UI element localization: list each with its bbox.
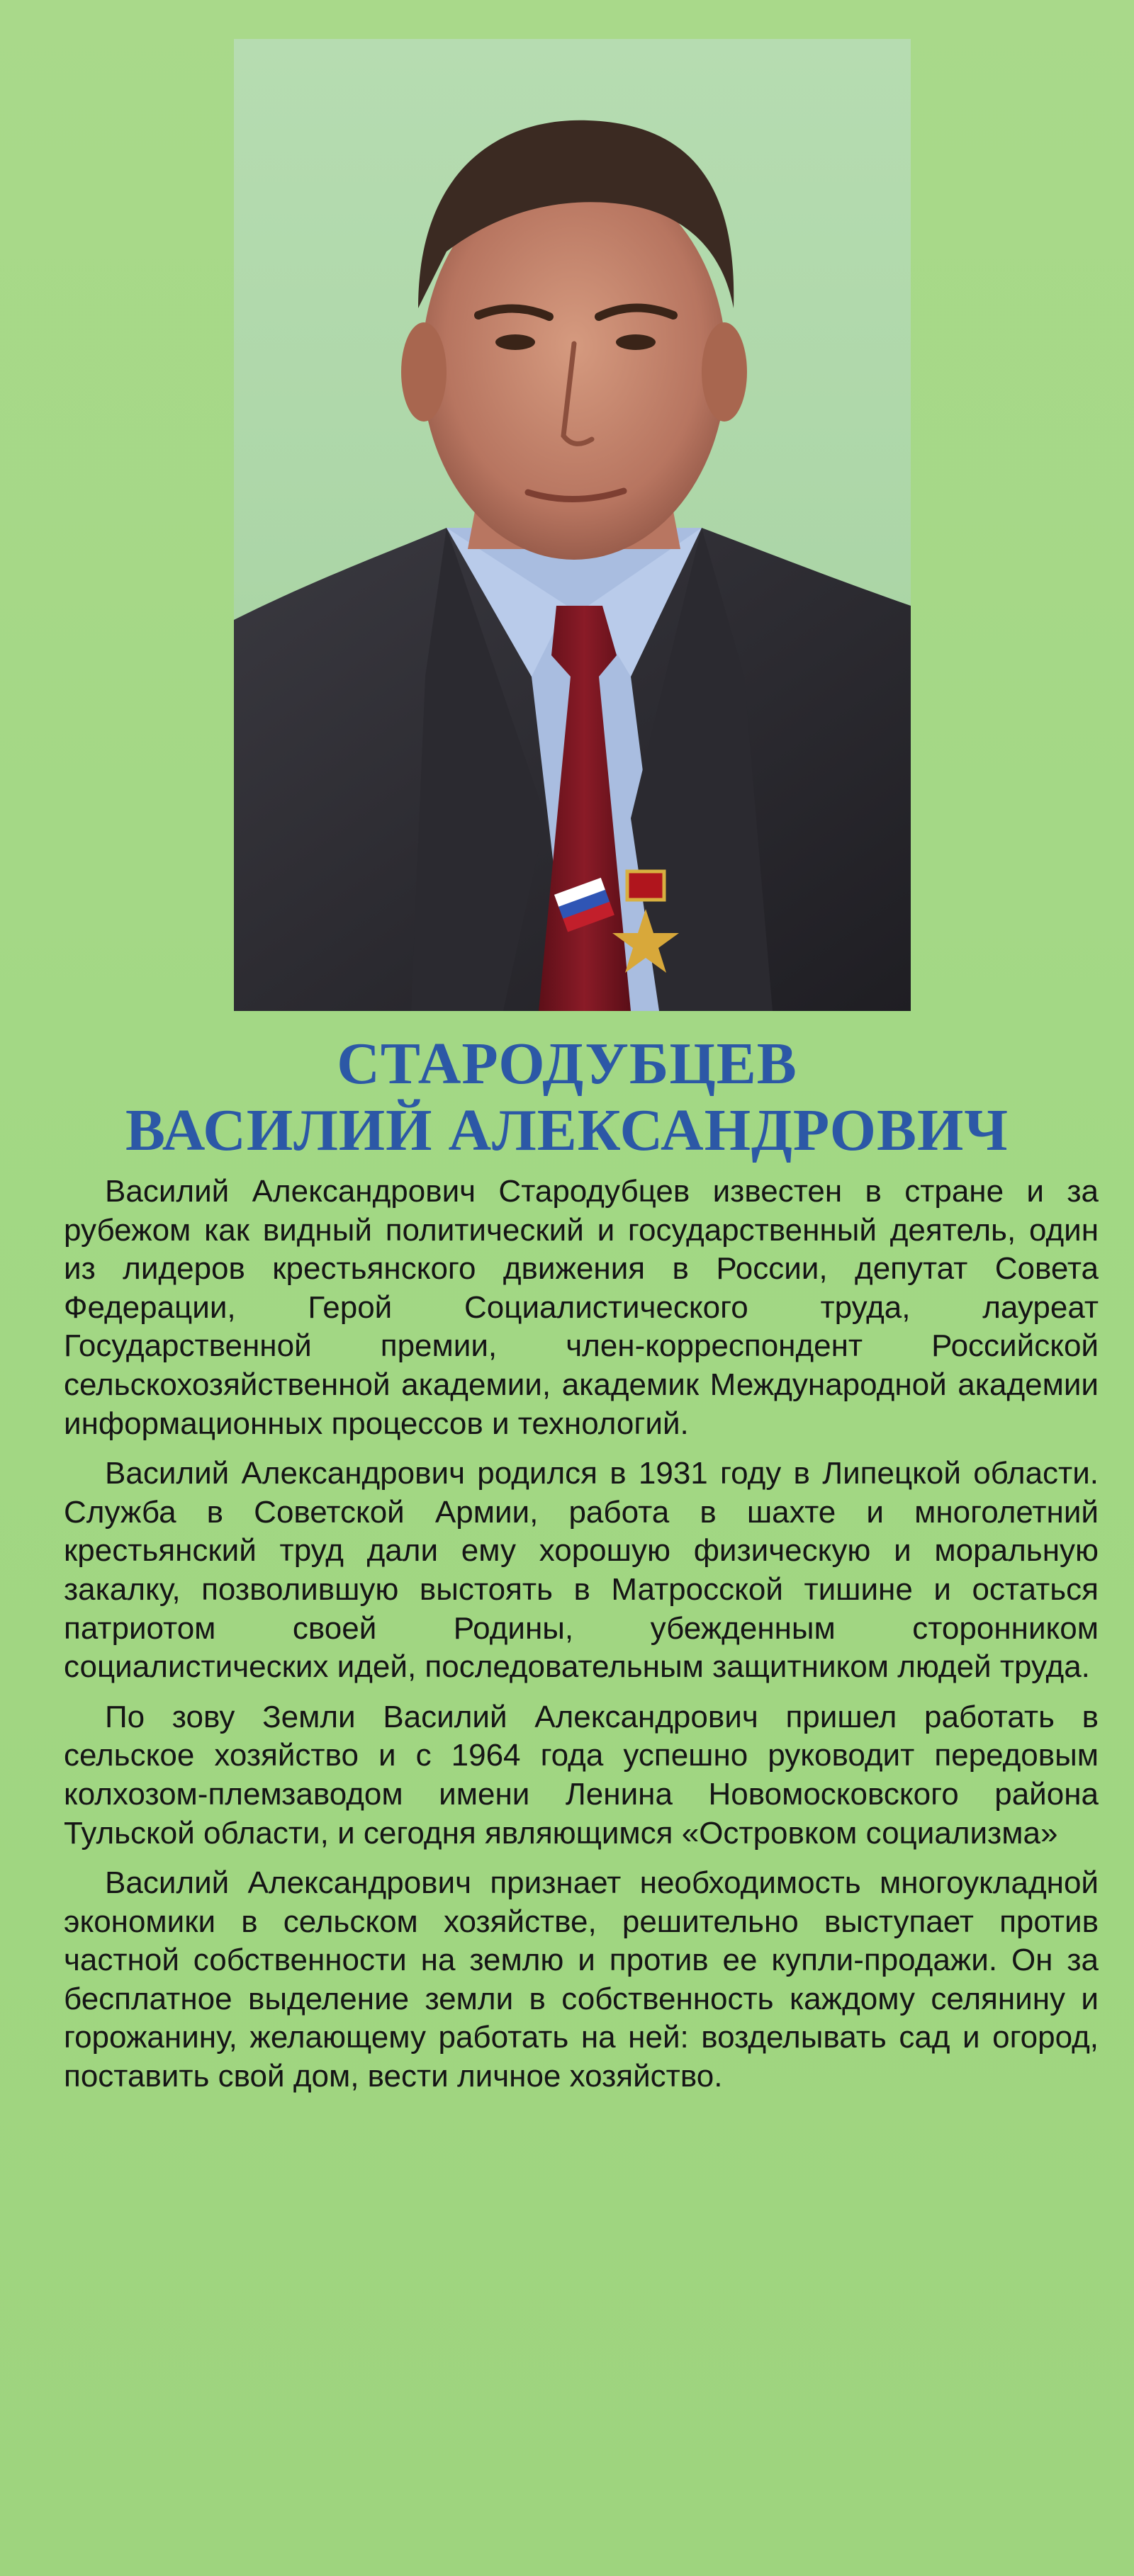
portrait-photo [234, 39, 911, 1011]
paragraph-2: Василий Александрович родился в 1931 году в Липецкой области. Служба в Советской Армии, работа в шахте и многолетний крестьянский труд дали ему хорошую физическую и моральную закалку, позволившую выстоять в Матросской тишине и остаться патриотом своей Родины, убежденным сторонником социалистических идей, последовательным защитником людей труда. [64, 1456, 1099, 1685]
paragraph-4: Василий Александрович признает необходимость многоукладной экономики в сельском хозяйстве, решительно выступает против частной собственности на землю и против ее купли-продажи. Он за бесплатное выделение земли в собственность каждому селянину и горожанину, желающему работать на ней: возделывать сад и огород, поставить свой дом, вести личное хозяйство. [64, 1865, 1099, 2094]
given-names: ВАСИЛИЙ АЛЕКСАНДРОВИЧ [125, 1097, 1009, 1163]
surname: СТАРОДУБЦЕВ [337, 1031, 797, 1097]
paragraph-1: Василий Александрович Стародубцев известен в стране и за рубежом как видный политический и государственный деятель, один из лидеров крестьянского движения в России, депутат Совета Федерации, Герой Социалистического труда, лауреат Государственной премии, член-корреспондент Российской сельскохозяйственной академии, академик Международной академии информационных процессов и технологий. [64, 1174, 1099, 1441]
biography-text [64, 1173, 1099, 2108]
person-name-heading [0, 1031, 1134, 1164]
paragraph-3: По зову Земли Василий Александрович пришел работать в сельское хозяйство и с 1964 года успешно руководит передовым колхозом-племзаводом имени Ленина Новомосковского района Тульской области, и сегодня являющимся «Островком социализма» [64, 1699, 1099, 1851]
portrait-icon [234, 39, 911, 1011]
